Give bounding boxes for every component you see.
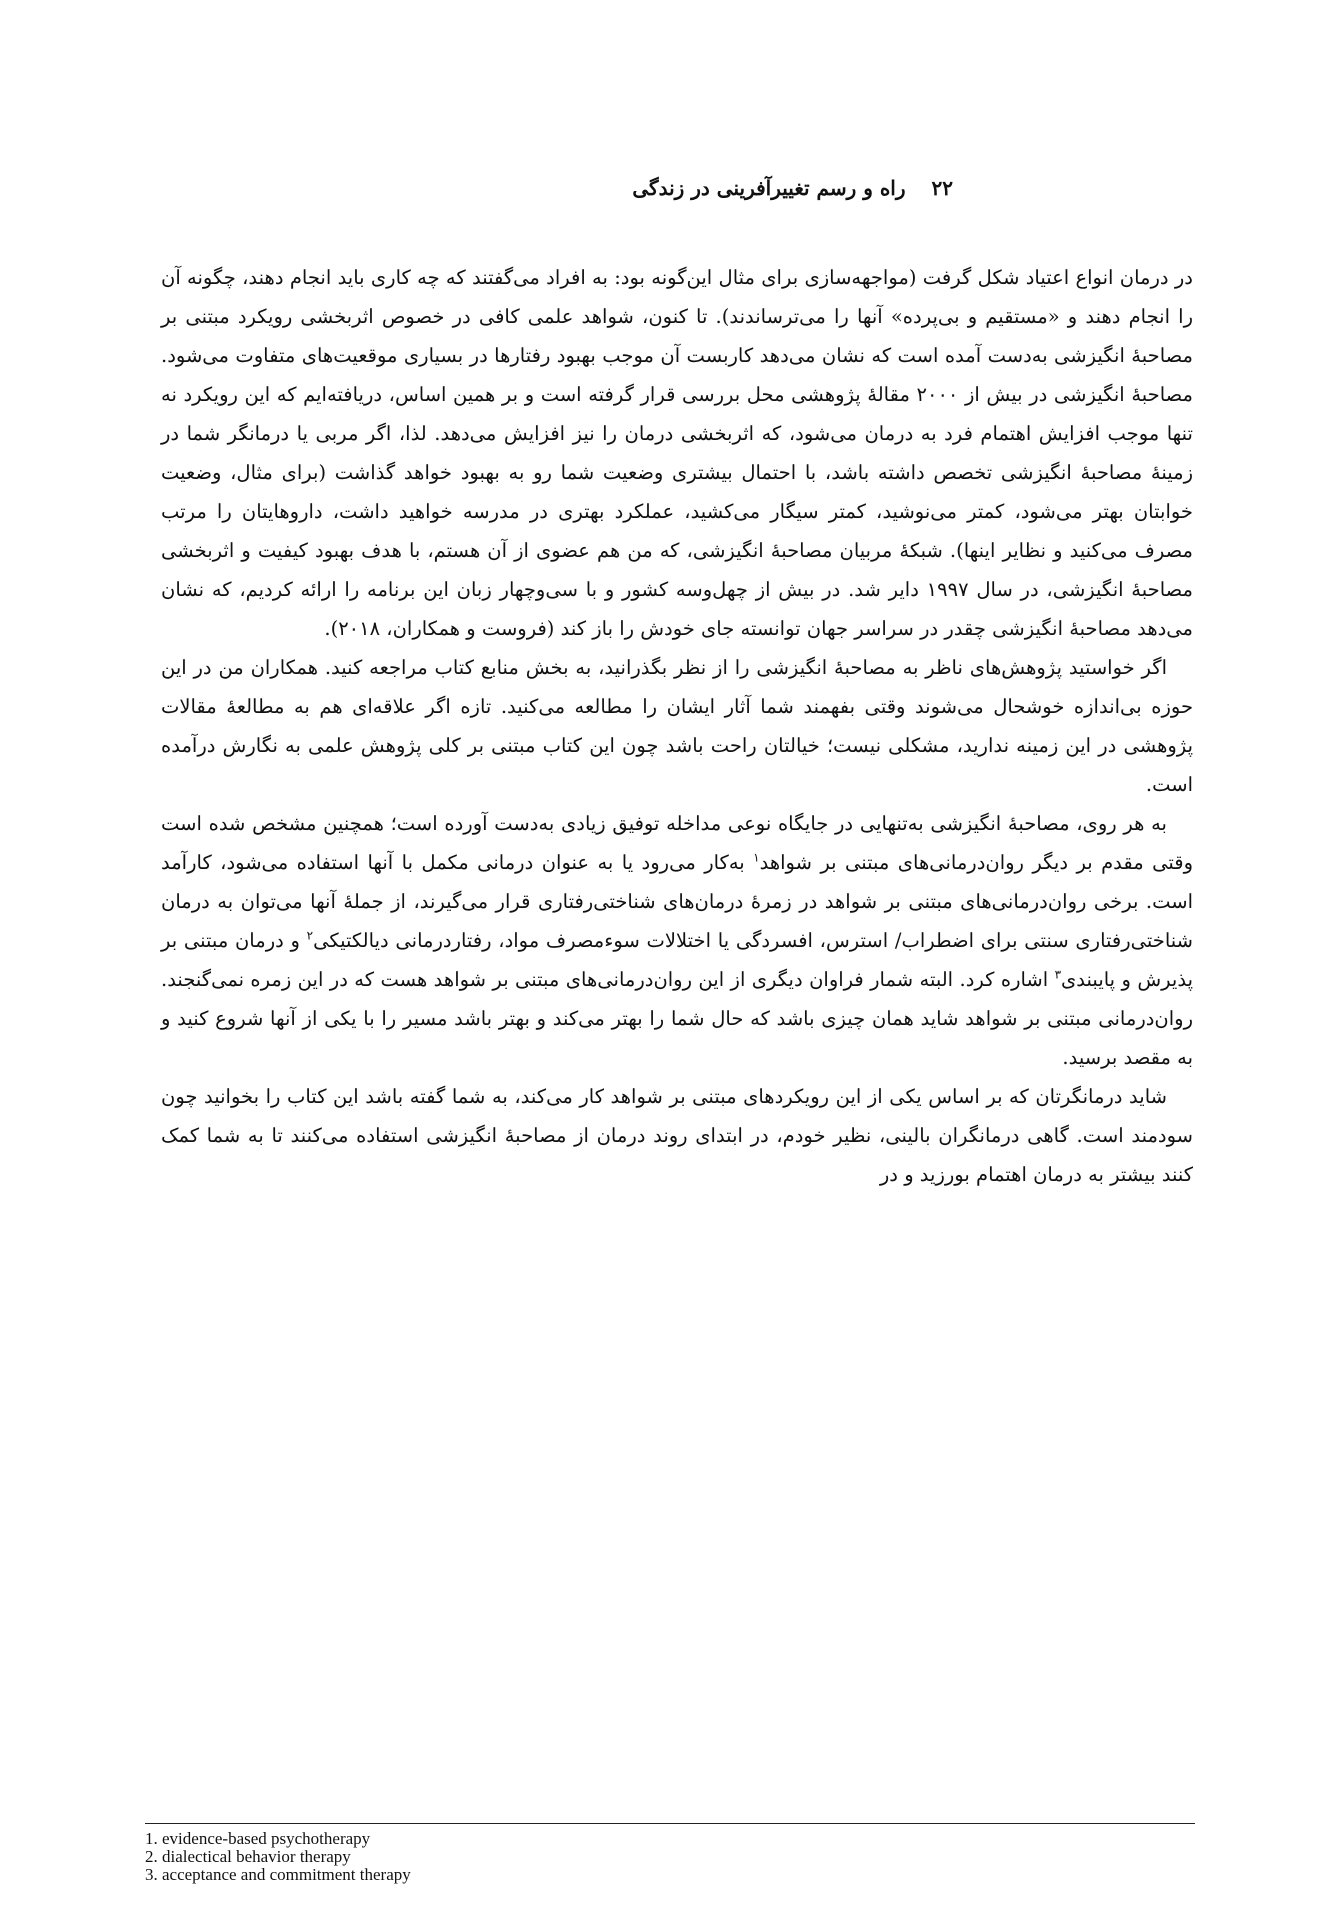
footnote-ref-3: ۳ xyxy=(1054,967,1062,982)
footnote-ref-1: ۱ xyxy=(753,850,760,865)
footnote-1: 1. evidence-based psychotherapy xyxy=(145,1829,371,1848)
footnote-divider xyxy=(145,1823,1195,1824)
body-text xyxy=(161,258,1193,1194)
paragraph-4 xyxy=(161,1077,1193,1194)
paragraph-1 xyxy=(161,258,1193,648)
running-head xyxy=(240,176,953,200)
paragraph-3-text-2: به‌کار می‌رود یا به عنوان درمانی مکمل با آنها استفاده می‌شود، کارآمد است. برخی روان‌درمانی‌های مبتنی بر شواهد در زمرهٔ درمان‌های شناختی‌رفتاری قرار می‌گیرند، از جملهٔ آنها می‌توان به درمان شناختی‌رفتاری سنتی برای اضطراب/ استرس، افسردگی یا اختلالات سوءمصرف مواد، رفتاردرمانی دیالکتیکی xyxy=(161,851,1193,952)
footnote-ref-2: ۲ xyxy=(306,928,314,943)
paragraph-4-text: شاید درمانگرتان که بر اساس یکی از این رویکردهای مبتنی بر شواهد کار می‌کند، به شما گفته باشد این کتاب را بخوانید چون سودمند است. گاهی درمانگران بالینی، نظیر خودم، در ابتدای روند درمان از مصاحبهٔ انگیزشی استفاده می‌کنند تا به شما کمک کنند بیشتر به درمان اهتمام بورزید و در xyxy=(161,1085,1193,1186)
page-number: ۲۲ xyxy=(931,176,953,200)
footnote-3: 3. acceptance and commitment therapy xyxy=(145,1865,411,1884)
footnotes xyxy=(145,1830,845,1884)
paragraph-3-text-3: و درمان مبتنی بر پذیرش و پایبندی xyxy=(161,929,1193,991)
paragraph-2 xyxy=(161,648,1193,804)
running-title: راه و رسم تغییرآفرینی در زندگی xyxy=(632,176,906,200)
paragraph-1-text: در درمان انواع اعتیاد شکل گرفت (مواجهه‌سازی برای مثال این‌گونه بود: به افراد می‌گفتند که چه کاری باید انجام دهند، چگونه آن را انجام دهند و «مستقیم و بی‌پرده» آنها را می‌ترساندند). تا کنون، شواهد علمی کافی در خصوص اثربخشی رویکرد مبتنی بر مصاحبهٔ انگیزشی به‌دست آمده است که نشان می‌دهد کاربست آن موجب بهبود رفتارها در بسیاری موقعیت‌های متفاوت می‌شود. مصاحبهٔ انگیزشی در بیش از ۲۰۰۰ مقالهٔ پژوهشی محل بررسی قرار گرفته است و بر همین اساس، دریافته‌ایم که این رویکرد نه تنها موجب افزایش اهتمام فرد به درمان می‌شود، که اثربخشی درمان را نیز افزایش می‌دهد. لذا، اگر مربی یا درمانگر شما در زمینهٔ مصاحبهٔ انگیزشی تخصص داشته باشد، با احتمال بیشتری وضعیت شما رو به بهبود خواهد گذاشت (برای مثال، وضعیت خوابتان بهتر می‌شود، کمتر می‌نوشید، کمتر سیگار می‌کشید، عملکرد بهتری در مدرسه خواهید داشت، داروهایتان را مرتب مصرف می‌کنید و نظایر اینها). شبکهٔ مربیان مصاحبهٔ انگیزشی، که من هم عضوی از آن هستم، با هدف بهبود کیفیت و اثربخشی مصاحبهٔ انگیزشی، در سال ۱۹۹۷ دایر شد. در بیش از چهل‌وسه کشور و با سی‌وچهار زبان این برنامه را ارائه کردیم، که نشان می‌دهد مصاحبهٔ انگیزشی چقدر در سراسر جهان توانسته جای خودش را باز کند (فروست و همکاران، ۲۰۱۸). xyxy=(161,266,1194,640)
paragraph-3-text-1: به هر روی، مصاحبهٔ انگیزشی به‌تنهایی در جایگاه نوعی مداخله توفیق زیادی به‌دست آورده است؛ همچنین مشخص شده است وقتی مقدم بر دیگر روان‌درمانی‌های مبتنی بر شواهد xyxy=(161,812,1193,874)
paragraph-2-text: اگر خواستید پژوهش‌های ناظر به مصاحبهٔ انگیزشی را از نظر بگذرانید، به بخش منابع کتاب مراجعه کنید. همکاران من در این حوزه بی‌اندازه خوشحال می‌شوند وقتی بفهمند شما آثار ایشان را مطالعه می‌کنید. تازه اگر علاقه‌ای هم به مطالعهٔ مقالات پژوهشی در این زمینه ندارید، مشکلی نیست؛ خیالتان راحت باشد چون این کتاب مبتنی بر کلی پژوهش علمی به نگارش درآمده است. xyxy=(161,656,1193,796)
paragraph-3-text-4: اشاره کرد. البته شمار فراوان دیگری از این روان‌درمانی‌های مبتنی بر شواهد هست که در این زمره نمی‌گنجند. روان‌درمانی مبتنی بر شواهد شاید همان چیزی باشد که حال شما را بهتر می‌کند و بهتر باشد مسیر را با یکی از آنها شروع کنید و به مقصد برسید. xyxy=(161,968,1193,1069)
paragraph-3 xyxy=(161,804,1193,1077)
footnote-2: 2. dialectical behavior therapy xyxy=(145,1847,351,1866)
